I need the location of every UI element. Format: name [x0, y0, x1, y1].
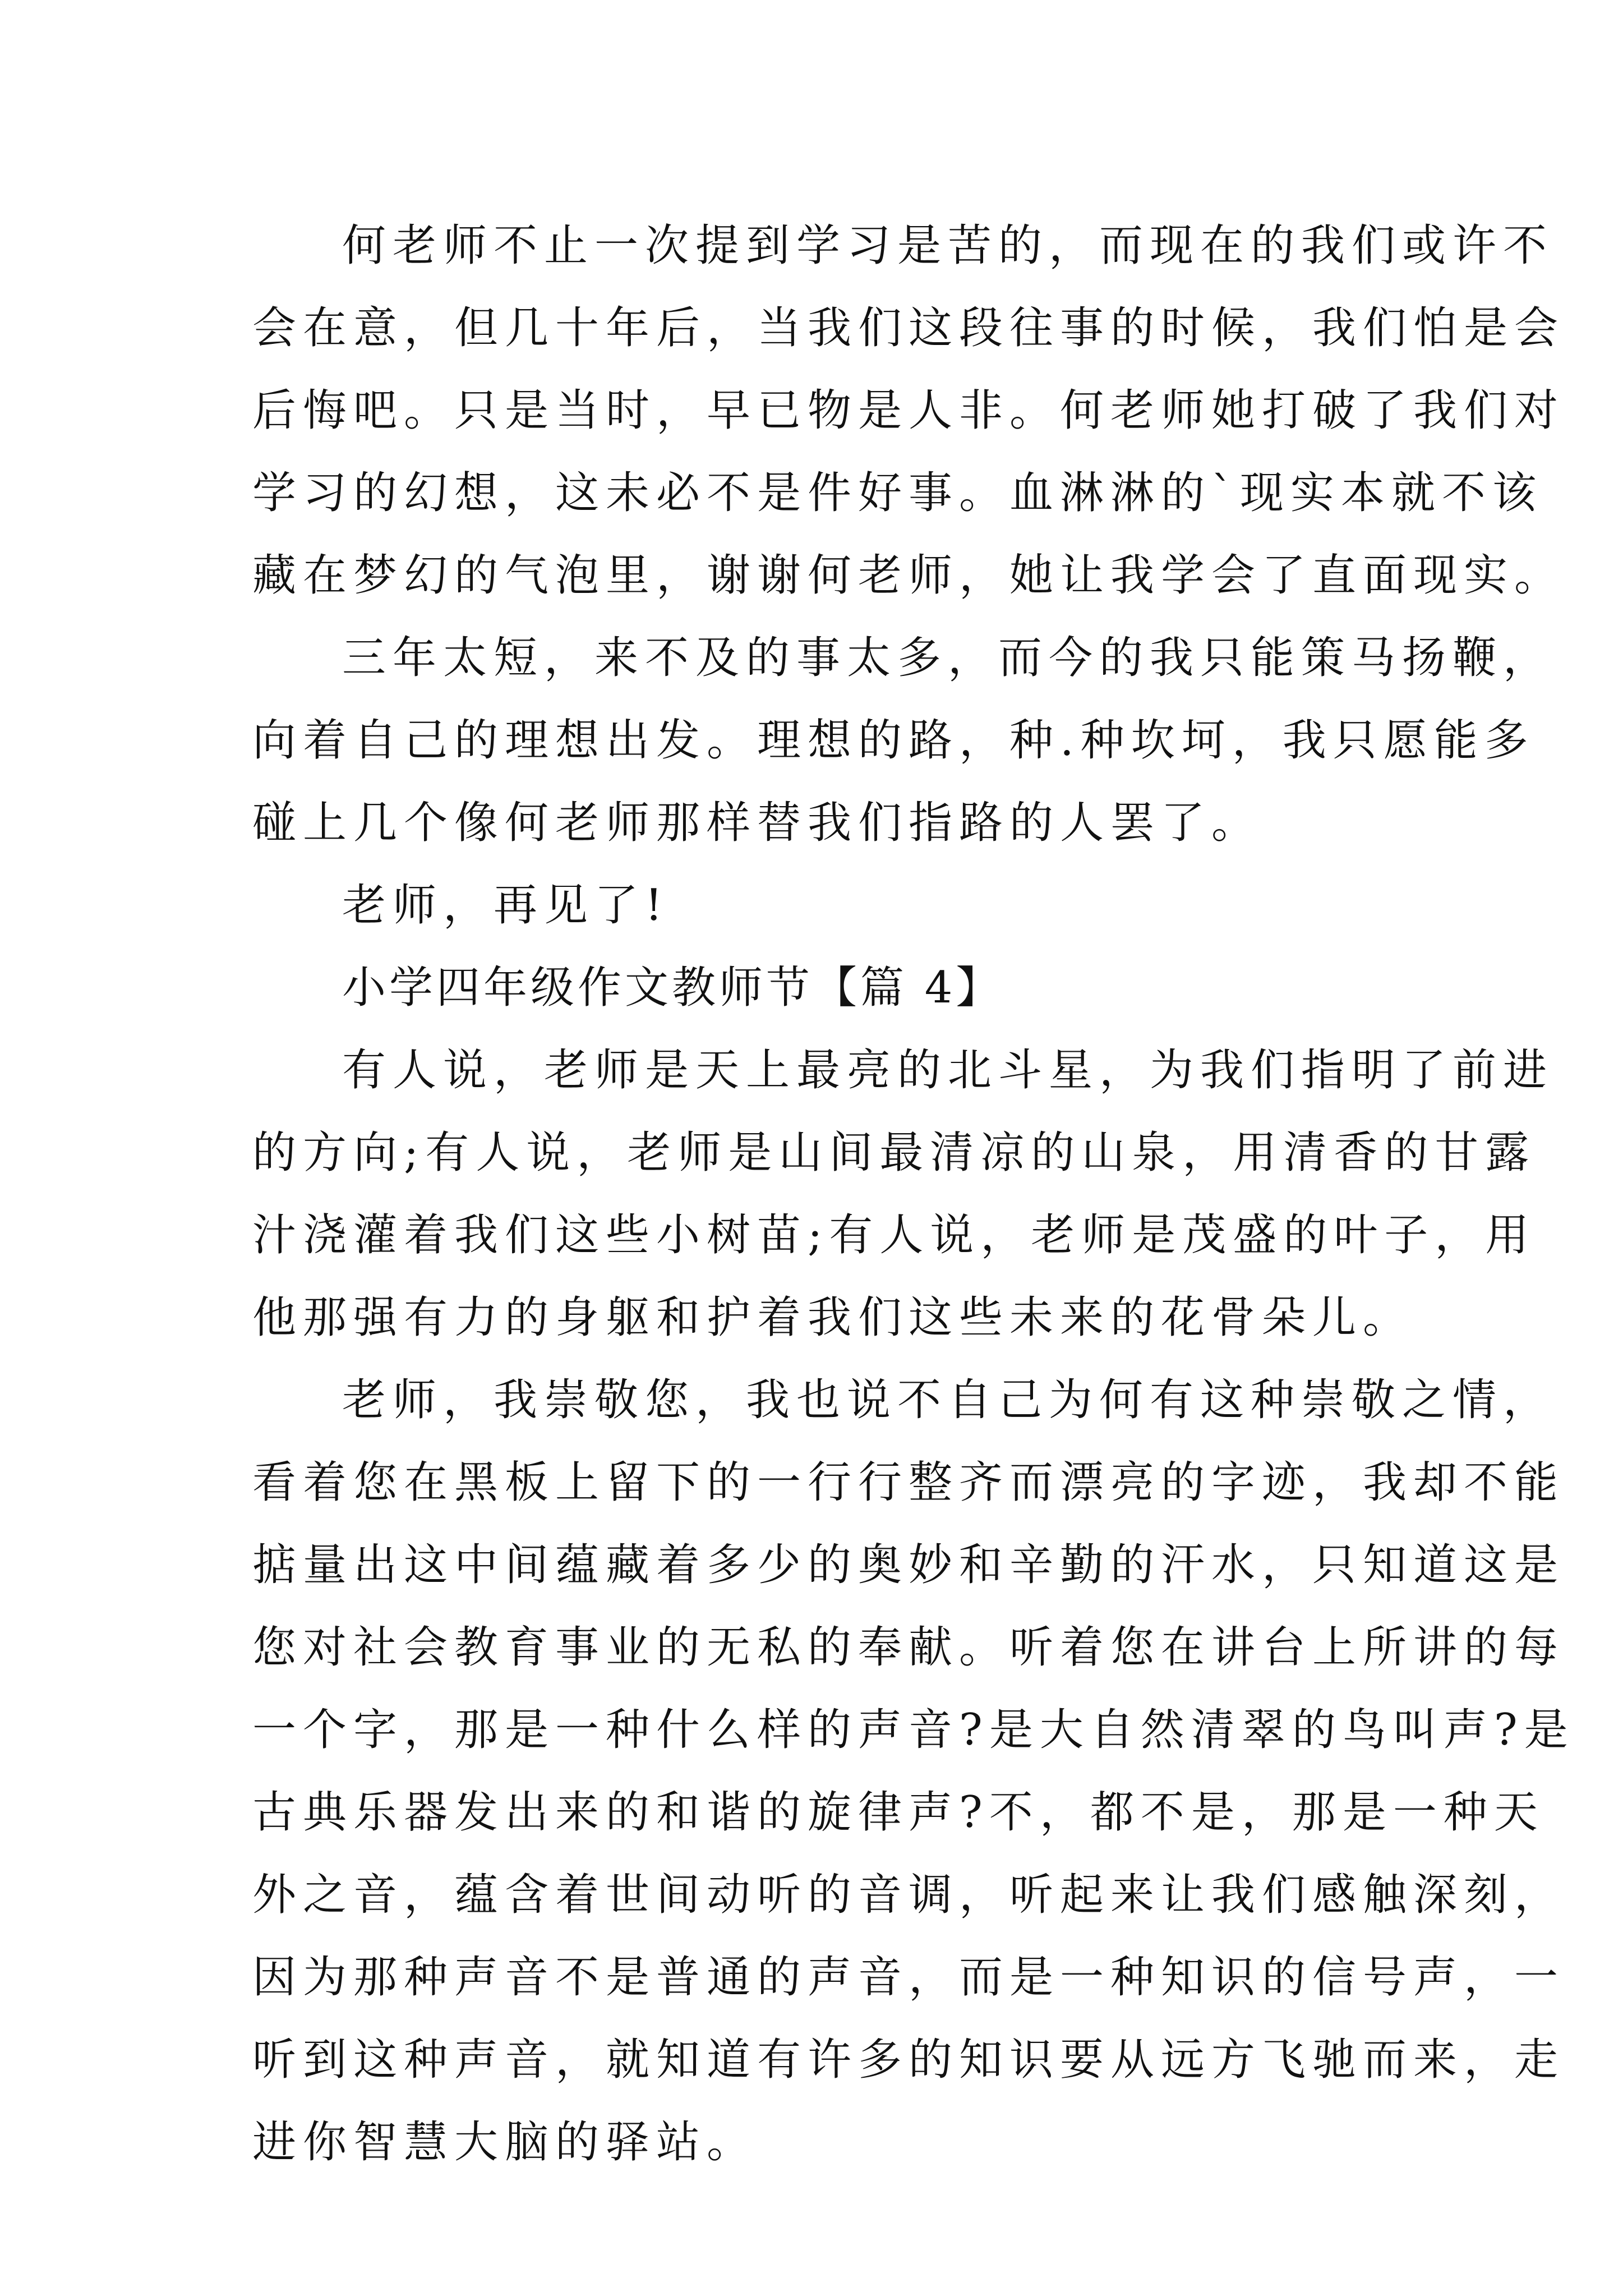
text-line: 他那强有力的身躯和护着我们这些未来的花骨朵儿。 [252, 1292, 1414, 1343]
text-line: 汁浇灌着我们这些小树苗;有人说，老师是茂盛的叶子，用 [252, 1210, 1536, 1260]
text-line: 有人说，老师是天上最亮的北斗星，为我们指明了前进 [342, 1045, 1554, 1096]
text-line: 藏在梦幻的气泡里，谢谢何老师，她让我学会了直面现实。 [252, 550, 1565, 601]
text-line: 一个字，那是一种什么样的声音?是大自然清翠的鸟叫声?是 [252, 1705, 1575, 1755]
text-line: 老师，再见了! [342, 880, 670, 931]
text-line: 碰上几个像何老师那样替我们指路的人罢了。 [252, 798, 1262, 848]
document-body [252, 205, 1575, 2184]
text-line: 因为那种声音不是普通的声音，而是一种知识的信号声，一 [252, 1952, 1565, 2003]
text-line: 的方向;有人说，老师是山间最清凉的山泉，用清香的甘露 [252, 1128, 1536, 1178]
text-line: 三年太短，来不及的事太多，而今的我只能策马扬鞭， [342, 633, 1554, 683]
text-line: 古典乐器发出来的和谐的旋律声?不，都不是，那是一种天 [252, 1787, 1544, 1838]
text-line: 进你智慧大脑的驿站。 [252, 2117, 758, 2168]
text-line: 听到这种声音，就知道有许多的知识要从远方飞驰而来，走 [252, 2035, 1565, 2085]
text-line: 看着您在黑板上留下的一行行整齐而漂亮的字迹，我却不能 [252, 1457, 1565, 1508]
text-line: 后悔吧。只是当时，早已物是人非。何老师她打破了我们对 [252, 385, 1565, 436]
section-heading: 小学四年级作文教师节【篇 4】 [342, 963, 1003, 1013]
text-line: 掂量出这中间蕴藏着多少的奥妙和辛勤的汗水，只知道这是 [252, 1540, 1565, 1590]
text-line: 老师，我崇敬您，我也说不自己为何有这种崇敬之情， [342, 1375, 1554, 1425]
text-line: 学习的幻想，这未必不是件好事。血淋淋的`现实本就不该 [252, 468, 1543, 518]
text-line: 何老师不止一次提到学习是苦的，而现在的我们或许不 [342, 220, 1554, 271]
text-line: 会在意，但几十年后，当我们这段往事的时候，我们怕是会 [252, 303, 1565, 353]
text-line: 外之音，蕴含着世间动听的音调，听起来让我们感触深刻， [252, 1870, 1565, 1920]
text-line: 您对社会教育事业的无私的奉献。听着您在讲台上所讲的每 [252, 1622, 1565, 1673]
text-line: 向着自己的理想出发。理想的路，种.种坎坷，我只愿能多 [252, 715, 1535, 766]
